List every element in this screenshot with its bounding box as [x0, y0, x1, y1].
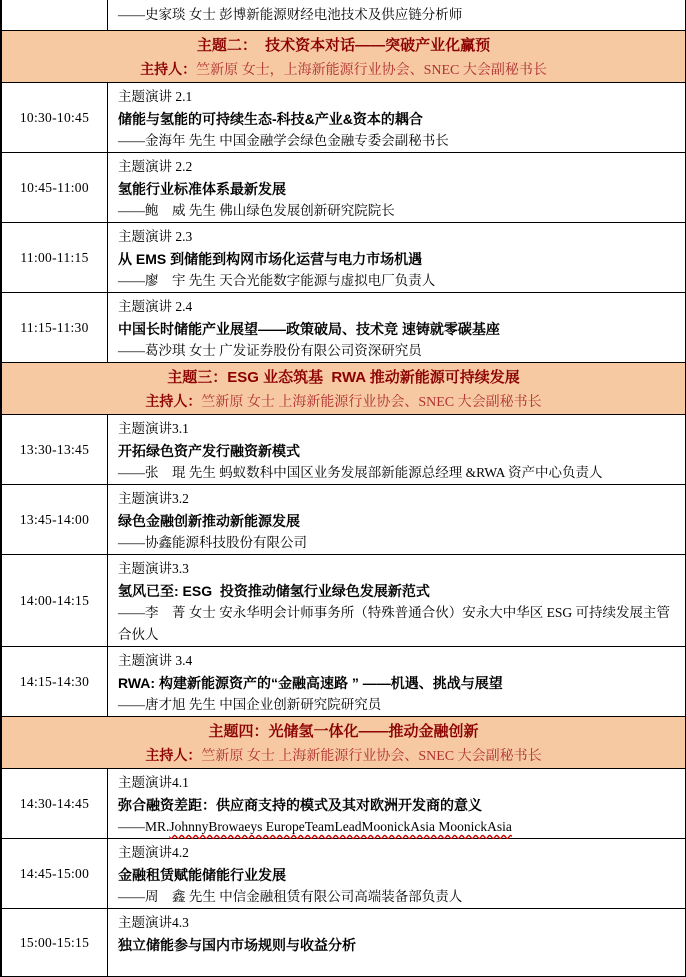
session-number: 主题演讲 2.2 — [118, 159, 193, 174]
time-cell: 11:15-11:30 — [2, 293, 108, 362]
speaker-line — [118, 816, 675, 838]
session-number: 主题演讲4.1 — [118, 775, 189, 790]
session-title: 开拓绿色资产发行融资新模式 — [118, 443, 300, 459]
session-number: 主题演讲 2.3 — [118, 229, 193, 244]
topic-header-row-4 — [2, 717, 685, 769]
topic-title: 主题二： 技术资本对话——突破产业化赢预 — [196, 37, 491, 54]
host-line — [2, 390, 685, 414]
host-line — [2, 744, 685, 768]
speaker-prefix: ——MR. — [118, 819, 170, 834]
time-cell: 13:30-13:45 — [2, 415, 108, 484]
time-cell: 10:45-11:00 — [2, 153, 108, 222]
time-cell: 14:15-14:30 — [2, 647, 108, 716]
continuation-row — [2, 0, 685, 31]
session-title: 储能与氢能的可持续生态-科技&产业&资本的耦合 — [118, 111, 423, 127]
session-title: 氢能行业标准体系最新发展 — [118, 181, 286, 197]
time-cell: 15:00-15:15 — [2, 909, 108, 976]
session-row-3-1 — [2, 415, 685, 485]
time-cell-empty — [2, 0, 108, 30]
session-row-2-2 — [2, 153, 685, 223]
speaker-line: ——李 菁 女士 安永华明会计师事务所（特殊普通合伙）安永大中华区 ESG 可持续发展主管合伙人 — [118, 605, 671, 642]
host-text: 竺新原 女士 上海新能源行业协会、SNEC 大会副秘书长 — [201, 395, 542, 410]
speaker-line: ——鲍 威 先生 佛山绿色发展创新研究院院长 — [118, 203, 395, 218]
session-number: 主题演讲 2.4 — [118, 299, 193, 314]
session-number: 主题演讲 2.1 — [118, 89, 193, 104]
speaker-line: ——金海年 先生 中国金融学会绿色金融专委会副秘书长 — [118, 133, 449, 148]
host-text: 竺新原 女士 上海新能源行业协会、SNEC 大会副秘书长 — [201, 749, 542, 764]
spellcheck-underlined-text: JohnnyBrowaeys EuropeTeamLeadMoonickAsia MoonickAsia — [169, 819, 512, 834]
session-number: 主题演讲3.2 — [118, 491, 189, 506]
session-row-4-2 — [2, 839, 685, 909]
time-cell: 14:30-14:45 — [2, 769, 108, 838]
session-row-2-3 — [2, 223, 685, 293]
host-line — [2, 58, 685, 82]
session-title: 弥合融资差距：供应商支持的模式及其对欧洲开发商的意义 — [118, 797, 482, 813]
host-text: 竺新原 女士，上海新能源行业协会、SNEC 大会副秘书长 — [196, 63, 547, 78]
host-label: 主持人： — [145, 393, 202, 409]
session-row-2-1 — [2, 83, 685, 153]
speaker-line: ——周 鑫 先生 中信金融租赁有限公司高端装备部负责人 — [118, 889, 463, 904]
session-title: 氢风已至: ESG 投资推动储氢行业绿色发展新范式 — [118, 583, 430, 599]
speaker-line: ——张 琨 先生 蚂蚁数科中国区业务发展部新能源总经理 &RWA 资产中心负责人 — [118, 465, 603, 480]
speaker-line: ——协鑫能源科技股份有限公司 — [118, 535, 307, 550]
time-cell: 14:00-14:15 — [2, 555, 108, 646]
topic-header-row-2 — [2, 31, 685, 83]
host-label: 主持人： — [145, 747, 202, 763]
time-cell: 11:00-11:15 — [2, 223, 108, 292]
session-title: 绿色金融创新推动新能源发展 — [118, 513, 300, 529]
host-label: 主持人： — [140, 61, 197, 77]
session-row-3-4 — [2, 647, 685, 717]
time-cell: 10:30-10:45 — [2, 83, 108, 152]
session-number: 主题演讲3.1 — [118, 421, 189, 436]
speaker-line: ——唐才旭 先生 中国企业创新研究院研究员 — [118, 697, 382, 712]
topic-title: 主题三：ESG 业态筑基 RWA 推动新能源可持续发展 — [167, 369, 520, 386]
session-title: 金融租赁赋能储能行业发展 — [118, 867, 286, 883]
session-row-2-4 — [2, 293, 685, 363]
session-number: 主题演讲3.3 — [118, 561, 189, 576]
session-title: 从 EMS 到储能到构网市场化运营与电力市场机遇 — [118, 251, 423, 267]
topic-title: 主题四：光储氢一体化——推动金融创新 — [208, 723, 479, 740]
session-row-4-3 — [2, 909, 685, 977]
topic-header-row-3 — [2, 363, 685, 415]
time-cell: 13:45-14:00 — [2, 485, 108, 554]
speaker-line: ——史家琰 女士 彭博新能源财经电池技术及供应链分析师 — [118, 7, 463, 22]
session-number: 主题演讲 3.4 — [118, 653, 193, 668]
speaker-line: ——葛沙琪 女士 广发证券股份有限公司资深研究员 — [118, 343, 422, 358]
session-row-3-2 — [2, 485, 685, 555]
session-title: 中国长时储能产业展望——政策破局、技术竞 速铸就零碳基座 — [118, 321, 500, 337]
session-number: 主题演讲4.3 — [118, 915, 189, 930]
session-row-3-3 — [2, 555, 685, 647]
time-cell: 14:45-15:00 — [2, 839, 108, 908]
session-row-4-1 — [2, 769, 685, 839]
session-title: 独立储能参与国内市场规则与收益分析 — [118, 937, 356, 953]
session-number: 主题演讲4.2 — [118, 845, 189, 860]
session-title: RWA: 构建新能源资产的“金融高速路 ” ——机遇、挑战与展望 — [118, 675, 503, 691]
speaker-line: ——廖 宇 先生 天合光能数字能源与虚拟电厂负责人 — [118, 273, 436, 288]
